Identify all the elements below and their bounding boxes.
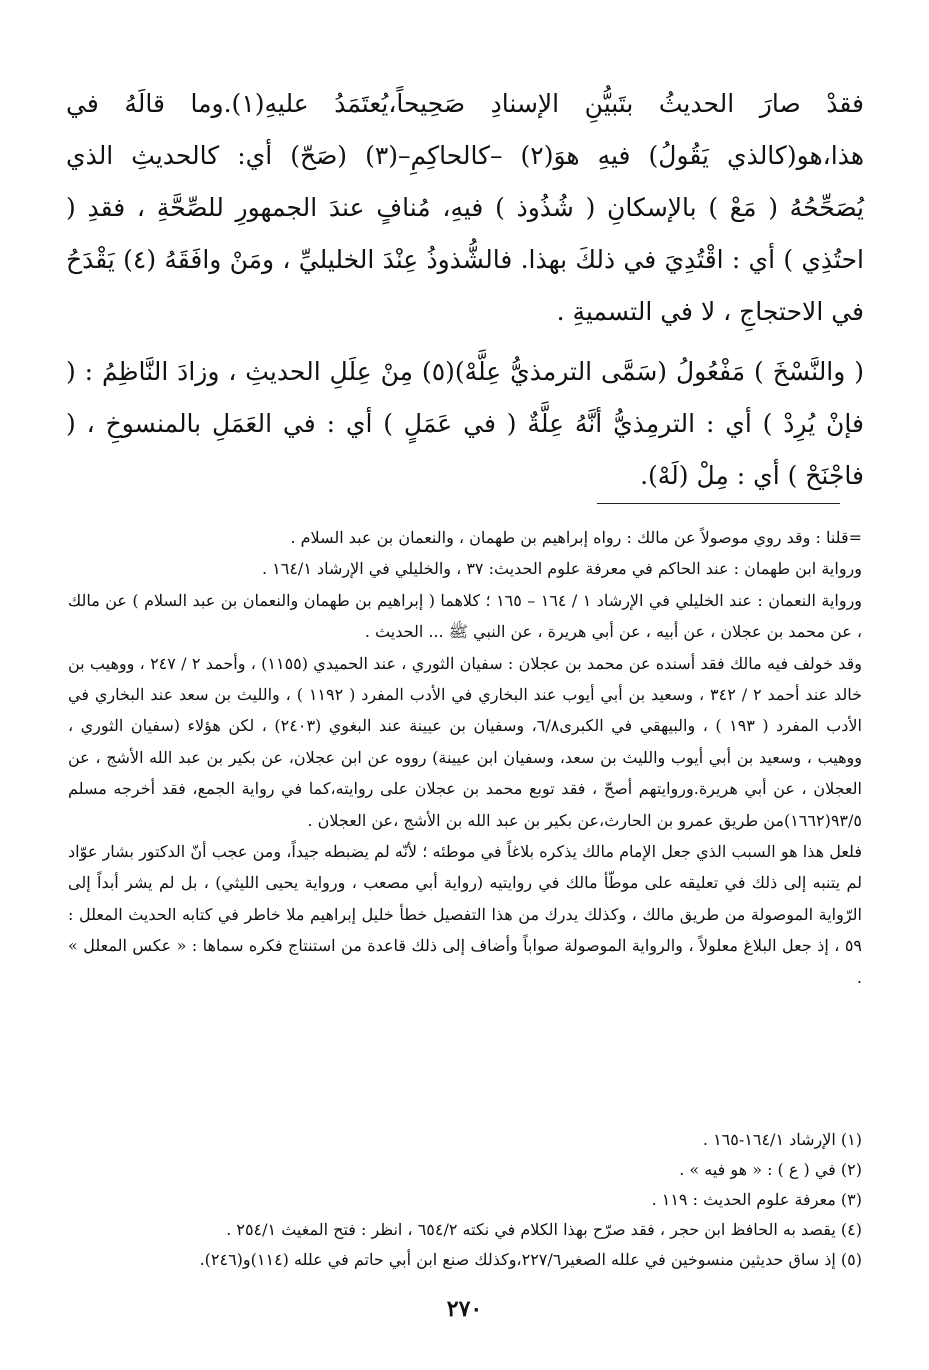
footnote-5: (٥) إذ ساق حديثين منسوخين في علله الصغير٢٢٧/٦،وكذلك صنع ابن أبي حاتم في علله (١١٤)و(٢٤٦). [199, 1250, 862, 1269]
footnote-2: (٢) في ( ع ) : « هو فيه » . [679, 1160, 862, 1179]
page-number: ٢٧٠ [446, 1296, 483, 1322]
note-paragraph: وقد خولف فيه مالك فقد أسنده عن محمد بن عجلان : سفيان الثوري ، عند الحميدي (١١٥٥) ، وأحمد ٢ / ٢٤٧ ، ووهيب بن خالد عند أحمد ٢ / ٣٤٢ ، وسعيد بن أبي أيوب عند البخاري في الأدب المفرد ( ١١٩٢ ) ، والليث بن سعد عند البخاري في الأدب المفرد ( ١٩٣ ) ، والبيهقي في الكبرى٦/٨، وسفيان بن عيينة عند البغوي (٢٤٠٣) ، لكن هؤلاء (سفيان الثوري ، ووهيب ، وسعيد بن أبي أيوب والليث بن سعد، وسفيان ابن عيينة) رووه عن ابن عجلان، عن بكير بن عبد الله الأشج ، عن العجلان ، عن أبي هريرة.وروايتهم أصحّ ، فقد توبع محمد بن عجلان على روايته،كما في رواية الجمع، فقد أخرجه مسلم ٩٣/٥(١٦٦٢)من طريق عمرو بن الحارث،عن بكير بن عبد الله بن الأشج ،عن العجلان . [68, 653, 863, 830]
main-paragraph-2: ( والنَّسْخَ ) مَفْعُولُ (سَمَّى الترمذيُّ عِلَّهْ)(٥) مِنْ عِلَلِ الحديثِ ، وزادَ النَّاظِمُ : ( فإنْ يُرِدْ ) أي : الترمِذيُّ أنَّهُ عِلَّةٌ ( في عَمَلٍ ) أي : في العَمَلِ بالمنسوخِ ، ( فاجْنَحْ ) أي : مِلْ (لَهْ). [66, 357, 864, 490]
note-paragraph: =قلنا : وقد روي موصولاً عن مالك : رواه إبراهيم بن طهمان ، والنعمان بن عبد السلام . [290, 528, 862, 547]
footnote-1: (١) الإرشاد ١٦٤/١-١٦٥ . [702, 1130, 862, 1149]
main-paragraph-1: فقدْ صارَ الحديثُ بتَبيُّنِ الإسنادِ صَحِيحاً،يُعتَمَدُ عليهِ(١).وما قالَهُ في هذا،هو(كالذي يَقُولُ) فيهِ هوَ(٢) –كالحاكِمِ–(٣) (صَحّ) أي: كالحديثِ الذي يُصَحِّحُهُ ( مَعْ ) بالإسكانِ ( شُذُوذ ) فيهِ، مُنافٍ عندَ الجمهورِ للصِّحَّةِ ، فقدِ ( احتُذِي ) أي : اقْتُدِيَ في ذلكَ بهذا. فالشُّذوذُ عِنْدَ الخليليِّ ، ومَنْ وافَقَهُ (٤) يَقْدَحُ في الاحتجاجِ ، لا في التسميةِ . [66, 89, 865, 326]
continued-note [68, 522, 862, 993]
note-paragraph: فلعل هذا هو السبب الذي جعل الإمام مالك يذكره بلاغاً في موطئه ؛ لأنّه لم يضبطه جيداً، ومن عجب أنّ الدكتور بشار عوّاد لم يتنبه إلى ذلك في تعليقه على موطّأ مالك في روايتيه (رواية أبي مصعب ، ورواية يحيى الليثي) ، بل لم يشر أبداً إلى الرّواية الموصولة من طريق مالك ، وكذلك يدرك من هذا التفصيل خطأ خليل إبراهيم ملا خاطر في كتابه الحديث المعلل : ٥٩ ، إذ جعل البلاغ معلولاً ، والرواية الموصولة صواباً وأضاف إلى ذلك قاعدة من استنتاج فكره سماها : « عكس المعلل » . [68, 842, 863, 987]
footnotes-list [68, 1125, 862, 1275]
footnote-divider [597, 503, 840, 504]
note-paragraph: ورواية ابن طهمان : عند الحاكم في معرفة علوم الحديث: ٣٧ ، والخليلي في الإرشاد ١٦٤/١ . [261, 559, 862, 579]
footnote-4: (٤) يقصد به الحافظ ابن حجر ، فقد صرّح بهذا الكلام في نكته ٦٥٤/٢ ، انظر : فتح المغيث ٢٥٤/١ . [226, 1220, 862, 1239]
footnote-3: (٣) معرفة علوم الحديث : ١١٩ . [651, 1190, 862, 1209]
main-text [66, 78, 864, 502]
note-paragraph: ورواية النعمان : عند الخليلي في الإرشاد ١ / ١٦٤ – ١٦٥ ؛ كلاهما ( إبراهيم بن طهمان والنعمان بن عبد السلام ) عن مالك ، عن محمد بن عجلان ، عن أبيه ، عن أبي هريرة ، عن النبي ﷺ ... الحديث . [68, 590, 863, 642]
